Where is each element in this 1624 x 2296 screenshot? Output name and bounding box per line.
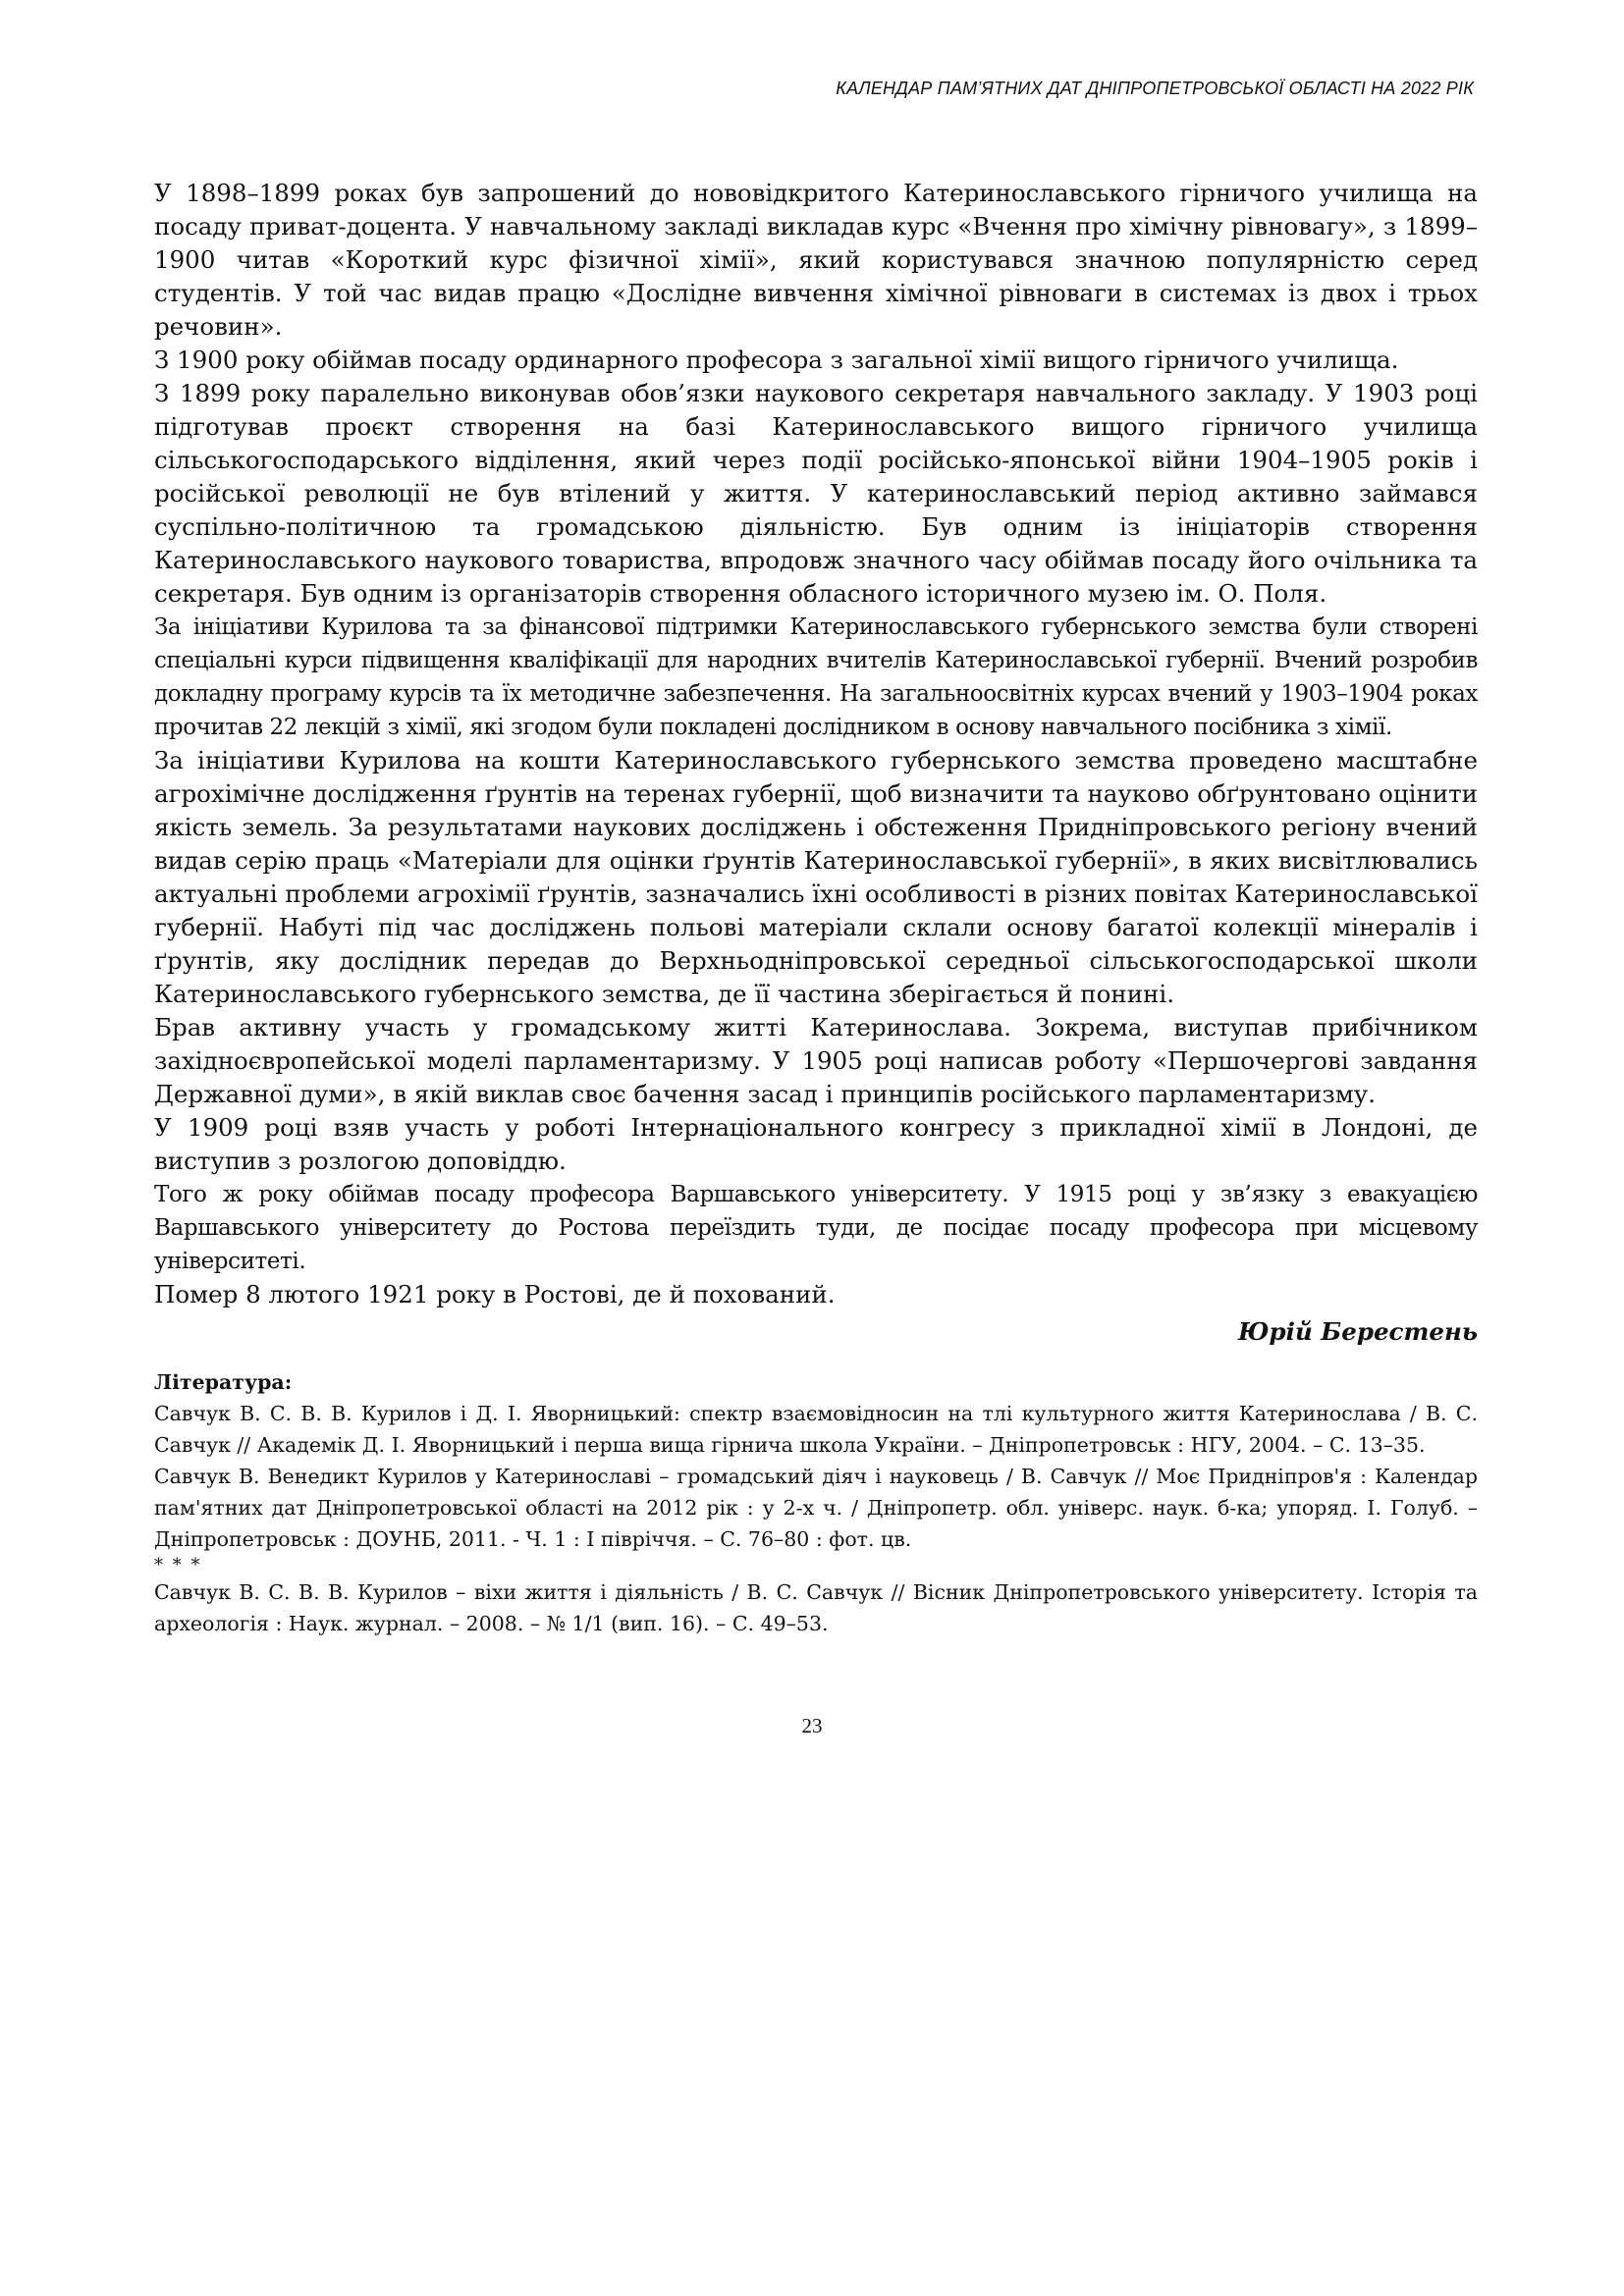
- literature-item: Савчук В. С. В. В. Курилов і Д. І. Яворницький: спектр взаємовідносин на тлі культурного життя Катеринослава / В. С. Савчук // Академік Д. І. Яворницький і перша вища гірнича школа України. – Дніпропетровськ : НГУ, 2004. – С. 13–35.: [154, 1402, 1478, 1457]
- literature-item: Савчук В. С. В. В. Курилов – віхи життя і діяльність / В. С. Савчук // Вісник Дніпропетровського університету. Історія та археологія : Наук. журнал. – 2008. – № 1/1 (вип. 16). – С. 49–53.: [154, 1580, 1478, 1635]
- paragraph: У 1909 році взяв участь у роботі Інтернаціонального конгресу з прикладної хімії в Лондоні, де виступив з розлогою доповіддю.: [154, 1113, 1478, 1175]
- author-signature: Юрій Берестень: [1237, 1317, 1478, 1346]
- literature-heading: Література:: [154, 1370, 293, 1394]
- paragraph: З 1900 року обіймав посаду ординарного професора з загальної хімії вищого гірничого училища.: [154, 346, 1399, 374]
- paragraph: Брав активну участь у громадському житті Катеринослава. Зокрема, виступав прибічником західноєвропейської моделі парламентаризму. У 1905 році написав роботу «Першочергові завдання Державної думи», в якій виклав своє бачення засад і принципів російського парламентаризму.: [154, 1013, 1478, 1108]
- paragraph: За ініціативи Курилова та за фінансової підтримки Катеринославського губернського земства були створені спеціальні курси підвищення кваліфікації для народних вчителів Катеринославської губернії. Вчений розробив докладну програму курсів та їх методичне забезпечення. На загальноосвітніх курсах вчений у 1903–1904 роках прочитав 22 лекцій з хімії, які згодом були покладені дослідником в основу навчального посібника з хімії.: [154, 614, 1478, 740]
- paragraph: З 1899 року паралельно виконував обов’язки наукового секретаря навчального закладу. У 1903 році підготував проєкт створення на базі Катеринославського вищого гірничого училища сільськогосподарського відділення, який через події російсько-японської війни 1904–1905 років і російської революції не був втілений у життя. У катеринославський період активно займався суспільно-політичною та громадською діяльністю. Був одним із ініціаторів створення Катеринославського наукового товариства, впродовж значного часу обіймав посаду його очільника та секретаря. Був одним із організаторів створення обласного історичного музею ім. О. Поля.: [154, 379, 1478, 608]
- paragraph: Того ж року обіймав посаду професора Варшавського університету. У 1915 році у зв’язку з евакуацією Варшавського університету до Ростова переїздить туди, де посідає посаду професора при місцевому університеті.: [154, 1182, 1478, 1274]
- separator: * * *: [154, 1555, 202, 1575]
- article-body: [154, 177, 1478, 1349]
- paragraph: За ініціативи Курилова на кошти Катеринославського губернського земства проведено масштабне агрохімічне дослідження ґрунтів на теренах губернії, щоб визначити та науково обґрунтовано оцінити якість земель. За результатами наукових досліджень і обстеження Придніпровського регіону вчений видав серію праць «Матеріали для оцінки ґрунтів Катеринославської губернії», в яких висвітлювались актуальні проблеми агрохімії ґрунтів, зазначались їхні особливості в різних повітах Катеринославської губернії. Набуті під час досліджень польові матеріали склали основу багатої колекції мінералів і ґрунтів, яку дослідник передав до Верхньодніпровської середньої сільськогосподарської школи Катеринославського губернського земства, де її частина зберігається й понині.: [154, 746, 1478, 1008]
- page-number: 23: [801, 1714, 823, 1737]
- literature-section: [154, 1366, 1478, 1639]
- paragraph: У 1898–1899 роках був запрошений до нововідкритого Катеринославського гірничого училища на посаду приват-доцента. У навчальному закладі викладав курс «Вчення про хімічну рівновагу», з 1899–1900 читав «Короткий курс фізичної хімії», який користувався значною популярністю серед студентів. У той час видав працю «Дослідне вивчення хімічної рівноваги в системах із двох і трьох речовин».: [154, 179, 1478, 341]
- paragraph: Помер 8 лютого 1921 року в Ростові, де й похований.: [154, 1280, 836, 1308]
- running-header: КАЛЕНДАР ПАМ’ЯТНИХ ДАТ ДНІПРОПЕТРОВСЬКОЇ ОБЛАСТІ НА 2022 РІК: [836, 79, 1474, 98]
- literature-item: Савчук В. Венедикт Курилов у Катеринославі – громадський діяч і науковець / В. Савчук // Моє Придніпров'я : Календар пам'ятних дат Дніпропетровської області на 2012 рік : у 2-х ч. / Дніпропетр. обл. універс. наук. б-ка; упоряд. І. Голуб. – Дніпропетровськ : ДОУНБ, 2011. - Ч. 1 : І півріччя. – С. 76–80 : фот. цв.: [154, 1465, 1478, 1551]
